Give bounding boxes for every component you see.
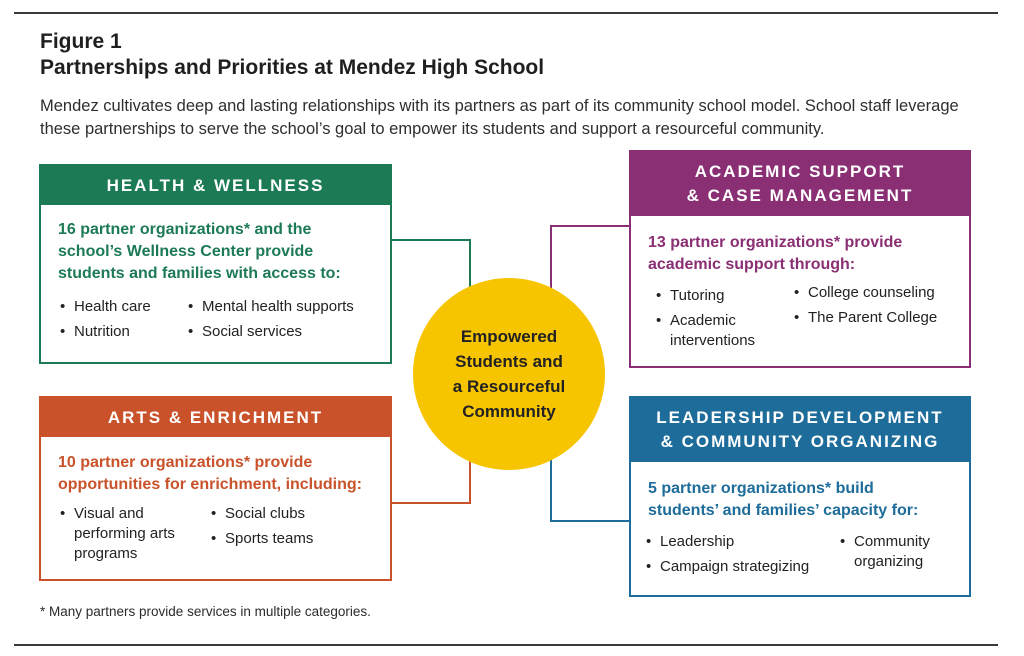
center-line: Community (462, 402, 556, 421)
lead-line: 13 partner organizations* provide (648, 234, 903, 251)
bottom-rule (14, 644, 998, 646)
list-item: • The Parent College (794, 308, 937, 328)
list-item: • Leadership (646, 532, 809, 552)
list-item: • Mental health supports (188, 297, 354, 317)
center-line: Students and (455, 352, 563, 371)
lead-line: students’ and families’ capacity for: (648, 502, 919, 519)
health-wellness-lead (58, 219, 388, 285)
health-wellness-box (39, 164, 392, 364)
connector-academic (551, 226, 630, 294)
center-goal-text (453, 324, 565, 424)
academic-support-box (629, 150, 971, 368)
list-item: • Community organizing (840, 532, 950, 572)
list-item: • Social services (188, 322, 354, 342)
figure-label: Figure 1 (40, 30, 122, 53)
academic-support-list-2 (794, 283, 937, 333)
list-item: • Sports teams (211, 529, 313, 549)
academic-support-list-1 (656, 286, 781, 356)
arts-enrichment-list-1 (60, 504, 200, 569)
heading-line: & CASE MANAGEMENT (686, 186, 914, 205)
leadership-box (629, 396, 971, 597)
list-item: • Campaign strategizing (646, 557, 809, 577)
list-item: • Tutoring (656, 286, 781, 306)
list-item: • Visual and performing arts programs (60, 504, 200, 564)
connector-health (391, 240, 470, 296)
arts-enrichment-list-2 (211, 504, 313, 554)
intro-text: Mendez cultivates deep and lasting relationships with its partners as part of its community school model. School staff leverage these partnerships to serve the school’s goal to empower its students and support a resourceful community. (40, 97, 959, 138)
center-line: Empowered (460, 327, 558, 346)
connector-leadership (551, 455, 630, 521)
academic-support-lead (648, 232, 968, 276)
arts-enrichment-box (39, 396, 392, 581)
leadership-list-2 (840, 532, 950, 577)
leadership-heading (631, 398, 969, 462)
lead-line: 10 partner organizations* provide (58, 454, 313, 471)
list-item: • Nutrition (60, 322, 151, 342)
lead-line: opportunities for enrichment, including: (58, 476, 362, 493)
health-wellness-list-2 (188, 297, 354, 347)
list-item: • Health care (60, 297, 151, 317)
arts-enrichment-lead (58, 452, 392, 496)
lead-line: 5 partner organizations* build (648, 480, 874, 497)
heading-line: LEADERSHIP DEVELOPMENT (656, 408, 944, 427)
academic-support-heading (631, 152, 969, 216)
connector-arts (391, 455, 470, 503)
health-wellness-list-1 (60, 297, 151, 347)
list-item: • Social clubs (211, 504, 313, 524)
heading-line: & COMMUNITY ORGANIZING (660, 432, 940, 451)
health-wellness-heading: HEALTH & WELLNESS (41, 166, 390, 205)
lead-line: academic support through: (648, 256, 856, 273)
lead-line: 16 partner organizations* and the (58, 221, 312, 238)
footnote: * Many partners provide services in multiple categories. (40, 604, 371, 619)
arts-enrichment-heading: ARTS & ENRICHMENT (41, 398, 390, 437)
center-line: a Resourceful (452, 377, 566, 396)
list-item: • Academic interventions (656, 311, 781, 351)
figure-title: Partnerships and Priorities at Mendez High School (40, 56, 545, 79)
leadership-list-1 (646, 532, 809, 582)
lead-line: students and families with access to: (58, 265, 341, 282)
heading-line: ACADEMIC SUPPORT (694, 162, 906, 181)
list-item: • College counseling (794, 283, 937, 303)
lead-line: school’s Wellness Center provide (58, 243, 314, 260)
leadership-lead (648, 478, 968, 522)
center-goal-circle (413, 278, 605, 470)
